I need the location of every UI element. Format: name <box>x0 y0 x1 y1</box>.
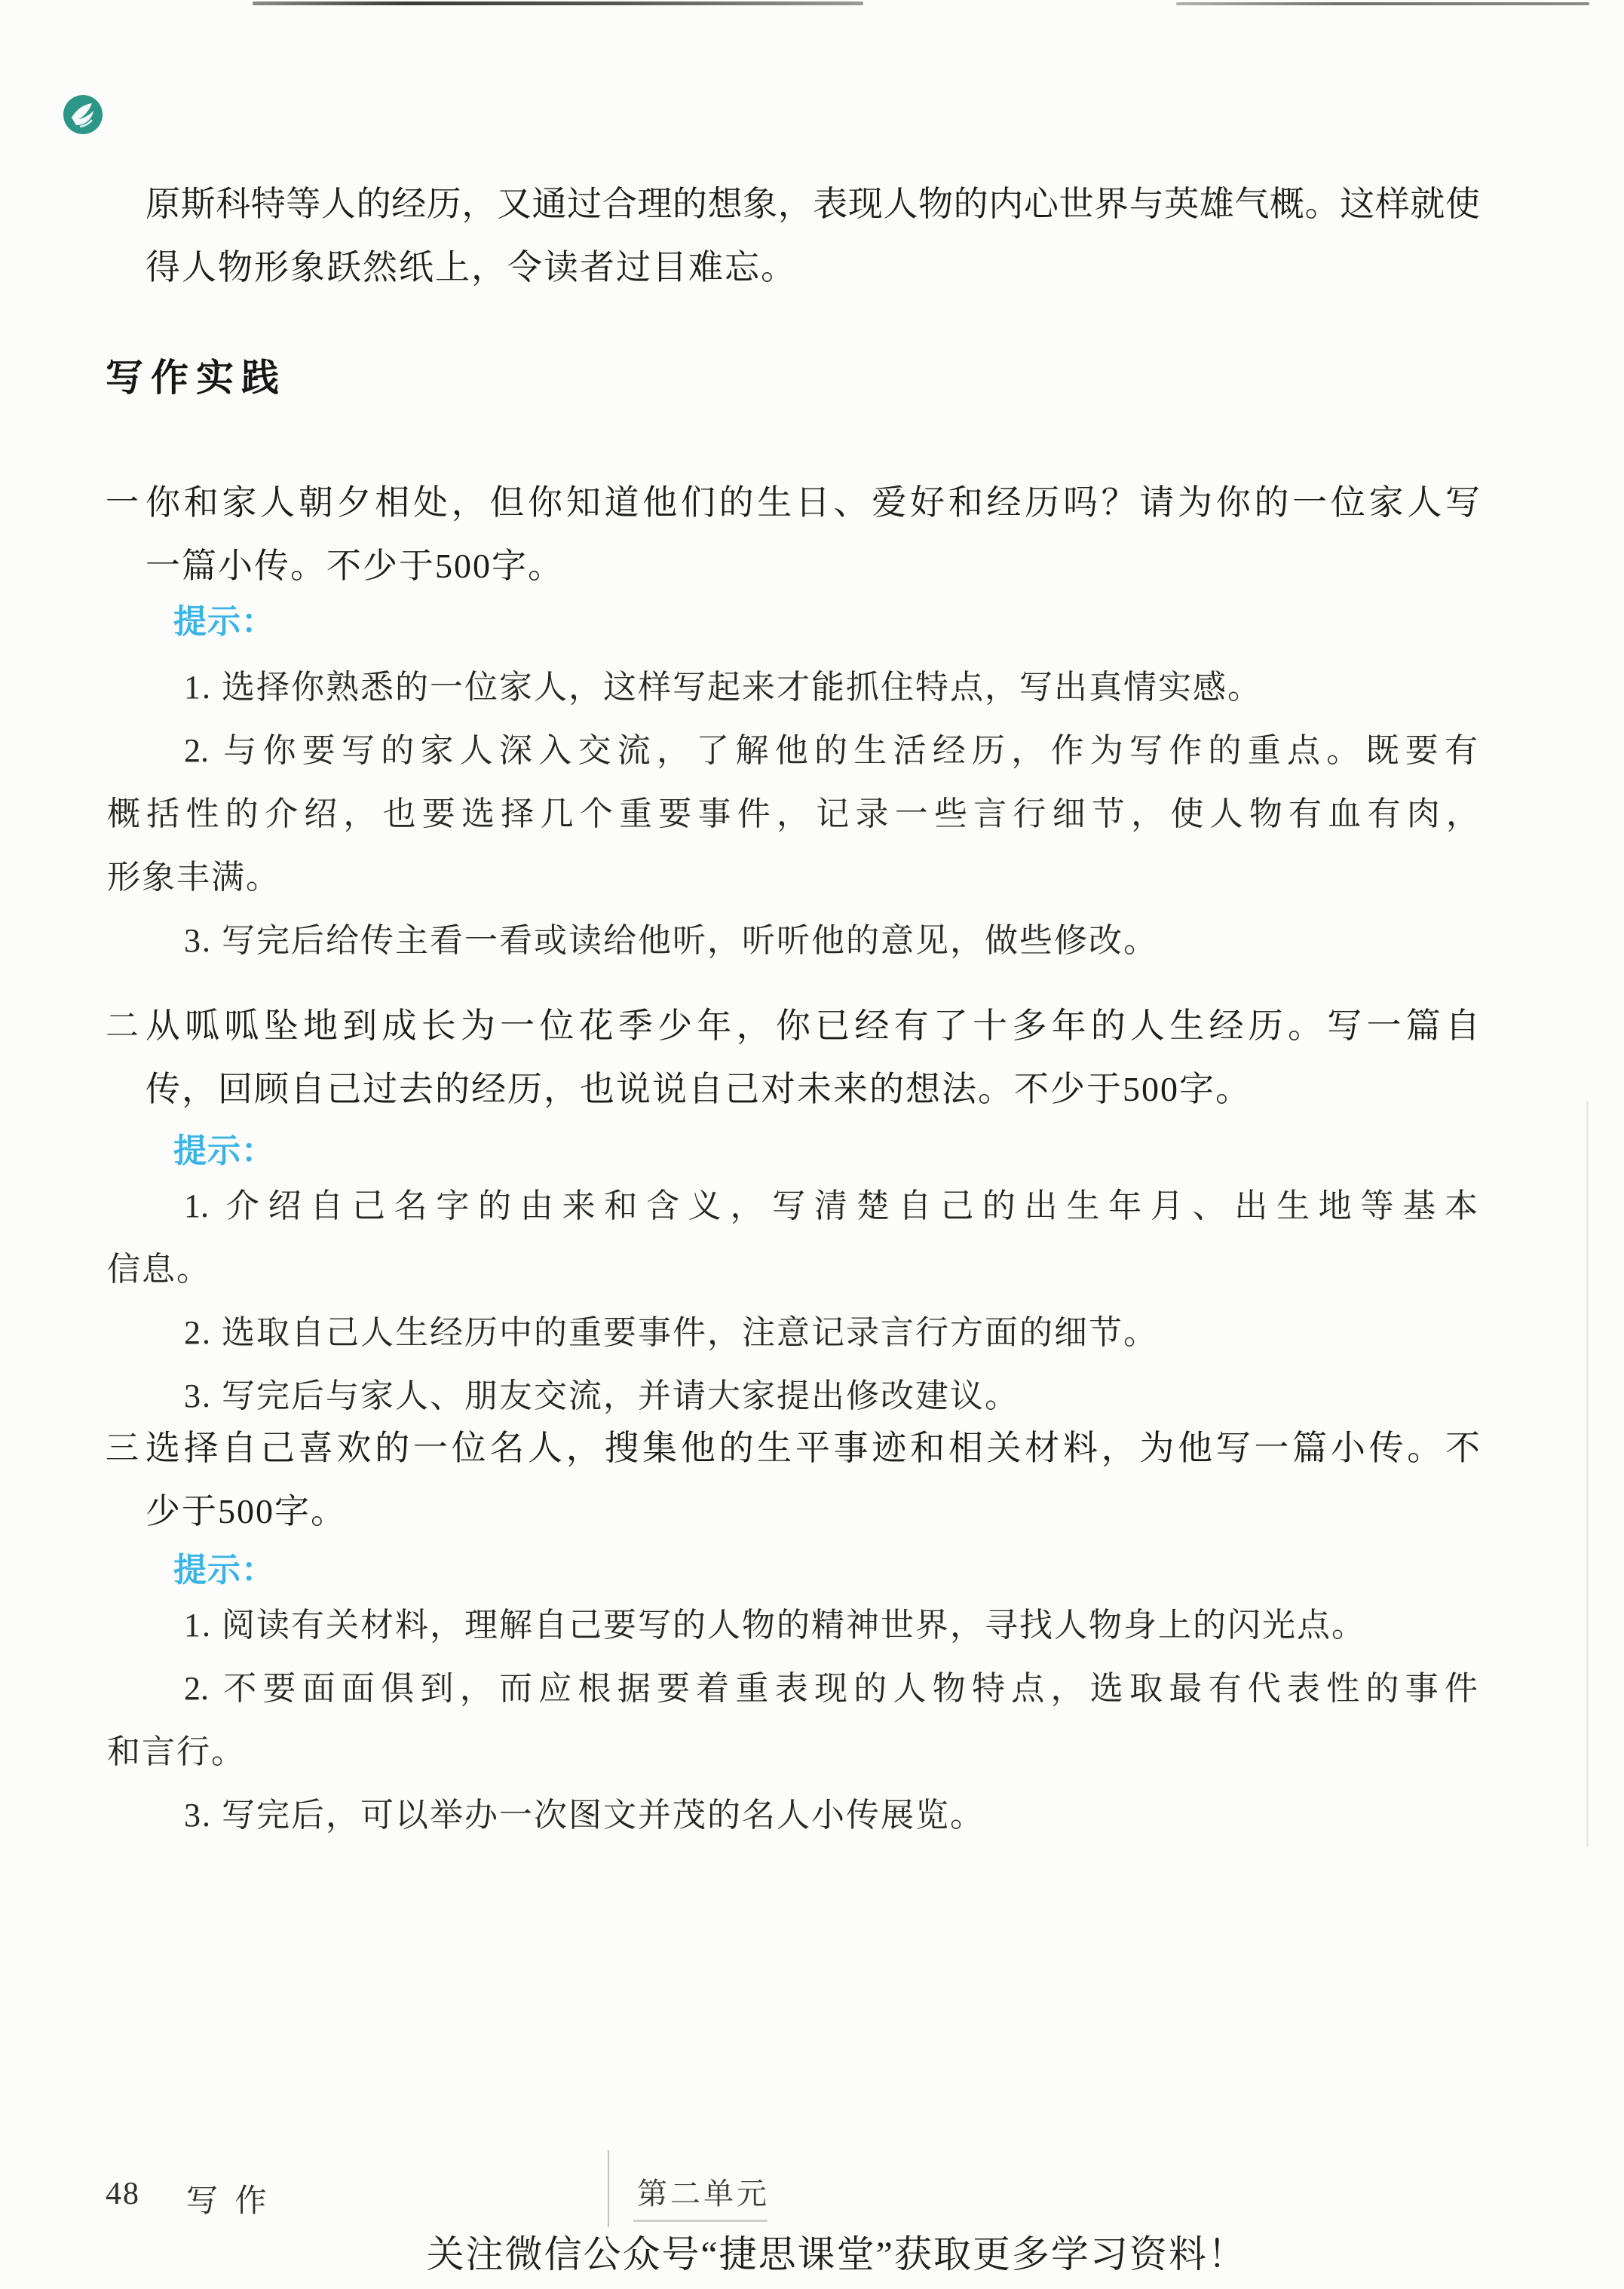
hint-line: 1. 阅读有关材料，理解自己要写的人物的精神世界，寻找人物身上的闪光点。 <box>184 1607 1366 1644</box>
hint-label: 提示： <box>173 603 275 640</box>
item-line: 你和家人朝夕相处，但你知道他们的生日、爱好和经历吗？请为你的一位家人写 <box>146 483 1480 522</box>
footer-page-number: 48 <box>106 2177 140 2211</box>
publisher-logo-icon <box>62 93 104 136</box>
top-edge-scan-artifact-right <box>1176 2 1589 5</box>
footer-divider <box>608 2150 609 2227</box>
intro-line: 原斯科特等人的经历，又通过合理的想象，表现人物的内心世界与英雄气概。这样就使 <box>146 185 1480 223</box>
hint-line: 1. 介绍自己名字的由来和含义，写清楚自己的出生年月、出生地等基本 <box>184 1187 1478 1224</box>
footer-section-label: 写 作 <box>186 2184 271 2219</box>
right-edge-scan-artifact <box>1586 1101 1589 1847</box>
hint-label: 提示： <box>173 1132 275 1169</box>
hint-line: 2. 与你要写的家人深入交流，了解他的生活经历，作为写作的重点。既要有 <box>184 732 1478 769</box>
watermark-text: 关注微信公众号“捷思课堂”获取更多学习资料！ <box>426 2233 1247 2275</box>
hint-line: 1. 选择你熟悉的一位家人，这样写起来才能抓住特点，写出真情实感。 <box>184 669 1262 706</box>
hint-line: 和言行。 <box>107 1733 246 1770</box>
hint-line: 2. 不要面面俱到，而应根据要着重表现的人物特点，选取最有代表性的事件 <box>184 1670 1478 1707</box>
footer-unit-label: 第二单元 <box>637 2177 770 2211</box>
item-marker: 三 <box>106 1429 139 1466</box>
hint-line: 3. 写完后，可以举办一次图文并茂的名人小传展览。 <box>184 1797 985 1834</box>
footer-unit-underline <box>633 2220 768 2222</box>
intro-line: 得人物形象跃然纸上，令读者过目难忘。 <box>146 248 797 287</box>
hint-line: 2. 选取自己人生经历中的重要事件，注意记录言行方面的细节。 <box>184 1314 1158 1351</box>
item-line: 一篇小传。不少于500字。 <box>146 547 564 585</box>
item-marker: 一 <box>106 484 139 521</box>
hint-line: 形象丰满。 <box>107 859 280 896</box>
item-line: 从呱呱坠地到成长为一位花季少年，你已经有了十多年的人生经历。写一篇自 <box>146 1007 1480 1045</box>
item-marker: 二 <box>106 1007 139 1044</box>
section-heading: 写作实践 <box>106 357 286 399</box>
item-line: 选择自己喜欢的一位名人，搜集他的生平事迹和相关材料，为他写一篇小传。不 <box>146 1429 1480 1467</box>
hint-line: 信息。 <box>107 1251 211 1288</box>
hint-line: 3. 写完后给传主看一看或读给他听，听听他的意见，做些修改。 <box>184 922 1158 959</box>
hint-label: 提示： <box>173 1552 275 1589</box>
top-edge-scan-artifact-left <box>253 2 863 5</box>
hint-line: 概括性的介绍，也要选择几个重要事件，记录一些言行细节，使人物有血有肉， <box>107 795 1479 832</box>
item-line: 传，回顾自己过去的经历，也说说自己对未来的想法。不少于500字。 <box>146 1070 1252 1108</box>
item-line: 少于500字。 <box>146 1492 347 1531</box>
hint-line: 3. 写完后与家人、朋友交流，并请大家提出修改建议。 <box>184 1377 1019 1414</box>
